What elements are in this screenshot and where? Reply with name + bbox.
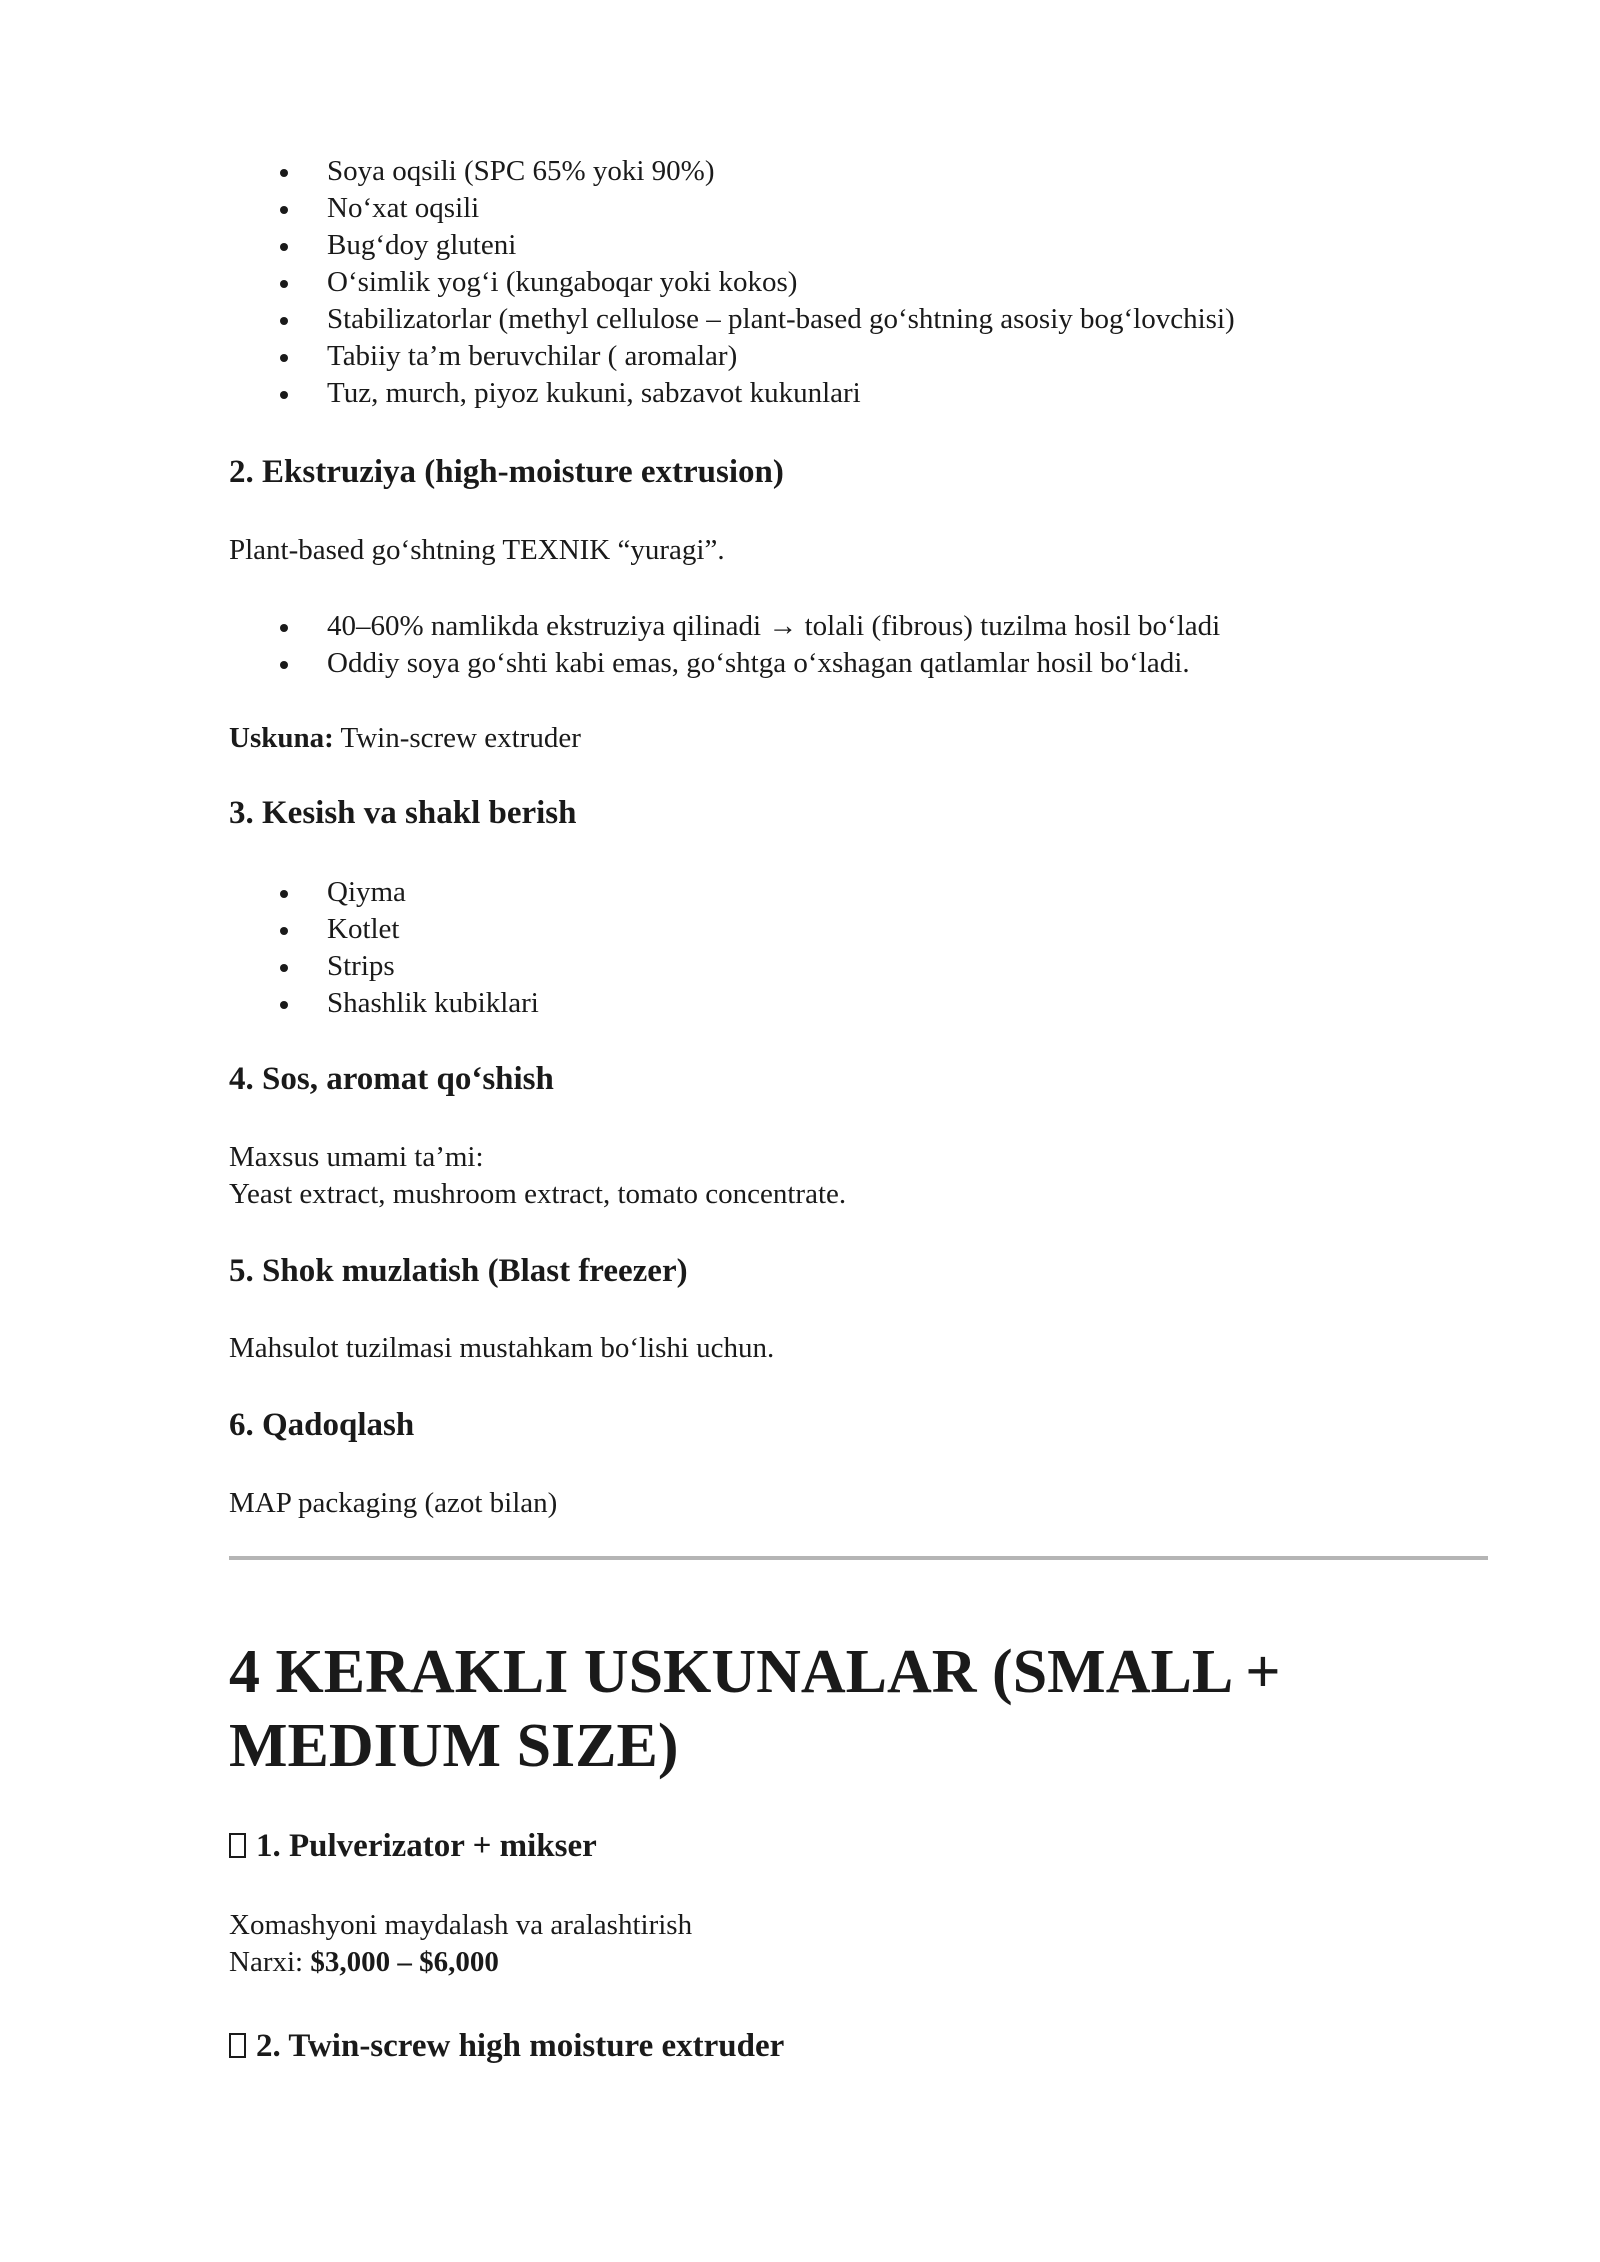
section-heading-extrusion: 2. Ekstruziya (high-moisture extrusion) [229, 454, 784, 490]
section-heading-cutting: 3. Kesish va shakl berish [229, 795, 577, 831]
list-item: Tabiiy ta’m beruvchilar ( aromalar) [275, 338, 1235, 375]
missing-glyph-icon [229, 1833, 246, 1858]
list-item: 40–60% namlikda ekstruziya qilinadi → tolali (fibrous) tuzilma hosil bo‘ladi [275, 608, 1220, 645]
equipment-item-heading: 1. Pulverizator + mikser [229, 1826, 597, 1866]
equipment-line [229, 720, 581, 757]
list-item: Oddiy soya go‘shti kabi emas, go‘shtga o‘xshagan qatlamlar hosil bo‘ladi. [275, 645, 1220, 682]
ingredients-list [275, 153, 1235, 412]
section-heading-sauce: 4. Sos, aromat qo‘shish [229, 1061, 554, 1097]
list-item: O‘simlik yog‘i (kungaboqar yoki kokos) [275, 264, 1235, 301]
section-heading-freezer: 5. Shok muzlatish (Blast freezer) [229, 1253, 688, 1289]
equipment-title: 4 KERAKLI USKUNALAR (SMALL + MEDIUM SIZE) [229, 1638, 1281, 1780]
list-item: Kotlet [275, 911, 539, 948]
equipment-description: Xomashyoni maydalash va aralashtirish [229, 1909, 693, 1941]
list-item: Tuz, murch, piyoz kukuni, sabzavot kukunlari [275, 375, 1235, 412]
equipment-label: Uskuna: [229, 722, 334, 754]
price-value: $3,000 – $6,000 [310, 1946, 499, 1978]
missing-glyph-icon [229, 2033, 246, 2058]
umami-ingredients: Yeast extract, mushroom extract, tomato concentrate. [229, 1178, 847, 1210]
umami-label: Maxsus umami ta’mi: [229, 1141, 484, 1173]
price-label: Narxi: [229, 1946, 311, 1978]
equipment-price [229, 1944, 499, 1981]
list-item: Bug‘doy gluteni [275, 227, 1235, 264]
list-item: Shashlik kubiklari [275, 985, 539, 1022]
list-item: Qiyma [275, 874, 539, 911]
list-item: Stabilizatorlar (methyl cellulose – plant-based go‘shtning asosiy bog‘lovchisi) [275, 301, 1235, 338]
list-item: Soya oqsili (SPC 65% yoki 90%) [275, 153, 1235, 190]
list-item: No‘xat oqsili [275, 190, 1235, 227]
horizontal-divider [229, 1556, 1488, 1560]
packaging-text: MAP packaging (azot bilan) [229, 1487, 558, 1519]
equipment-value: Twin-screw extruder [333, 722, 581, 754]
list-item: Strips [275, 948, 539, 985]
freezer-text: Mahsulot tuzilmasi mustahkam bo‘lishi uchun. [229, 1332, 775, 1364]
section-intro: Plant-based go‘shtning TEXNIK “yuragi”. [229, 534, 725, 566]
section-heading-packaging: 6. Qadoqlash [229, 1407, 415, 1443]
extrusion-list [275, 608, 1220, 682]
equipment-item-heading: 2. Twin-screw high moisture extruder [229, 2026, 784, 2066]
cutting-list [275, 874, 539, 1022]
